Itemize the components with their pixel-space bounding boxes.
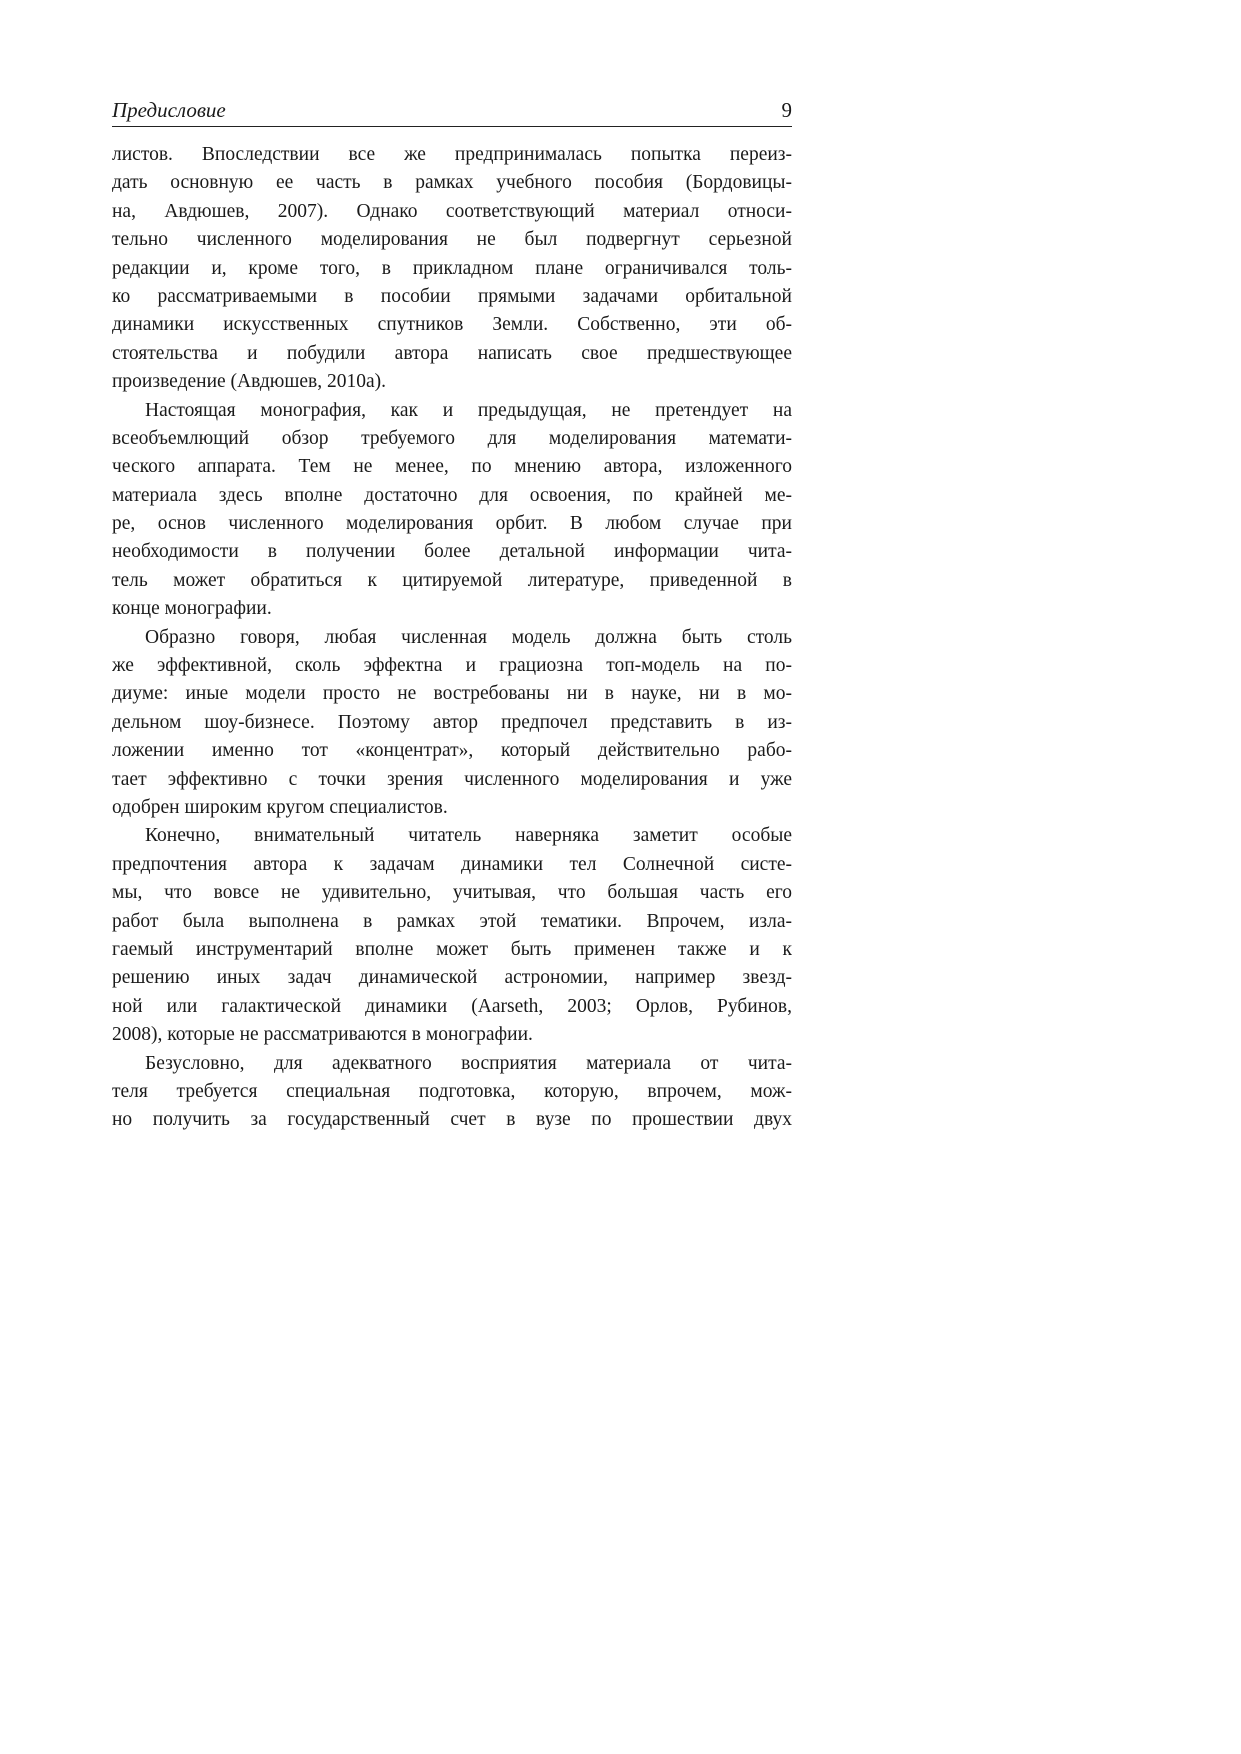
- paragraph: [112, 822, 792, 1049]
- text-line: ческого аппарата. Тем не менее, по мнению автора, изложенного: [112, 456, 792, 478]
- text-line: динамики искусственных спутников Земли. Собственно, эти об-: [112, 314, 792, 336]
- text-line: диуме: иные модели просто не востребованы ни в науке, ни в мо-: [112, 683, 792, 705]
- text-line: Настоящая монография, как и предыдущая, не претендует на: [145, 399, 792, 421]
- running-head: [112, 96, 792, 127]
- text-line: на, Авдюшев, 2007). Однако соответствующий материал относи-: [112, 200, 792, 222]
- paragraph: [112, 141, 792, 397]
- text-line: стоятельства и побудили автора написать свое предшествующее: [112, 342, 792, 364]
- text-line: работ была выполнена в рамках этой тематики. Впрочем, изла-: [112, 910, 792, 932]
- page-number: 9: [781, 98, 792, 122]
- text-line: Конечно, внимательный читатель наверняка заметит особые: [145, 825, 792, 847]
- text-line: дельном шоу-бизнесе. Поэтому автор предпочел представить в из-: [112, 711, 792, 733]
- text-line: листов. Впоследствии все же предпринималась попытка переиз-: [112, 144, 792, 165]
- text-line: 2008), которые не рассматриваются в монографии.: [112, 1024, 533, 1046]
- text-line: гаемый инструментарий вполне может быть применен также и к: [112, 938, 792, 960]
- text-line: предпочтения автора к задачам динамики тел Солнечной систе-: [112, 853, 792, 875]
- text-line: тельно численного моделирования не был подвергнут серьезной: [112, 229, 792, 251]
- text-line: но получить за государственный счет в вузе по прошествии двух: [112, 1109, 792, 1131]
- document-page: [112, 96, 792, 1135]
- paragraph: [112, 397, 792, 624]
- text-line: теля требуется специальная подготовка, которую, впрочем, мож-: [112, 1080, 792, 1102]
- text-line: необходимости в получении более детальной информации чита-: [112, 541, 792, 563]
- text-line: мы, что вовсе не удивительно, учитывая, что большая часть его: [112, 882, 792, 904]
- text-line: редакции и, кроме того, в прикладном плане ограничивался толь-: [112, 257, 792, 279]
- text-line: ложении именно тот «концентрат», который действительно рабо-: [112, 740, 792, 762]
- text-line: же эффективной, сколь эффектна и грациозна топ-модель на по-: [112, 655, 792, 677]
- text-line: тает эффективно с точки зрения численного моделирования и уже: [112, 768, 792, 790]
- text-line: произведение (Авдюшев, 2010a).: [112, 371, 386, 393]
- text-line: Безусловно, для адекватного восприятия материала от чита-: [145, 1052, 792, 1074]
- text-line: ре, основ численного моделирования орбит. В любом случае при: [112, 513, 792, 535]
- text-line: дать основную ее часть в рамках учебного пособия (Бордовицы-: [112, 172, 792, 194]
- text-line: ко рассматриваемыми в пособии прямыми задачами орбитальной: [112, 285, 792, 307]
- running-head-title: Предисловие: [112, 98, 226, 122]
- text-line: материала здесь вполне достаточно для освоения, по крайней ме-: [112, 484, 792, 506]
- paragraph: [112, 624, 792, 823]
- text-line: конце монографии.: [112, 598, 272, 620]
- paragraph: [112, 1050, 792, 1135]
- text-line: всеобъемлющий обзор требуемого для моделирования математи-: [112, 427, 792, 449]
- text-line: ной или галактической динамики (Aarseth, 2003; Орлов, Рубинов,: [112, 995, 792, 1017]
- text-line: тель может обратиться к цитируемой литературе, приведенной в: [112, 569, 792, 591]
- text-line: Образно говоря, любая численная модель должна быть столь: [145, 626, 792, 648]
- text-line: решению иных задач динамической астрономии, например звезд-: [112, 967, 792, 989]
- text-line: одобрен широким кругом специалистов.: [112, 796, 448, 818]
- body-text: [112, 141, 792, 1135]
